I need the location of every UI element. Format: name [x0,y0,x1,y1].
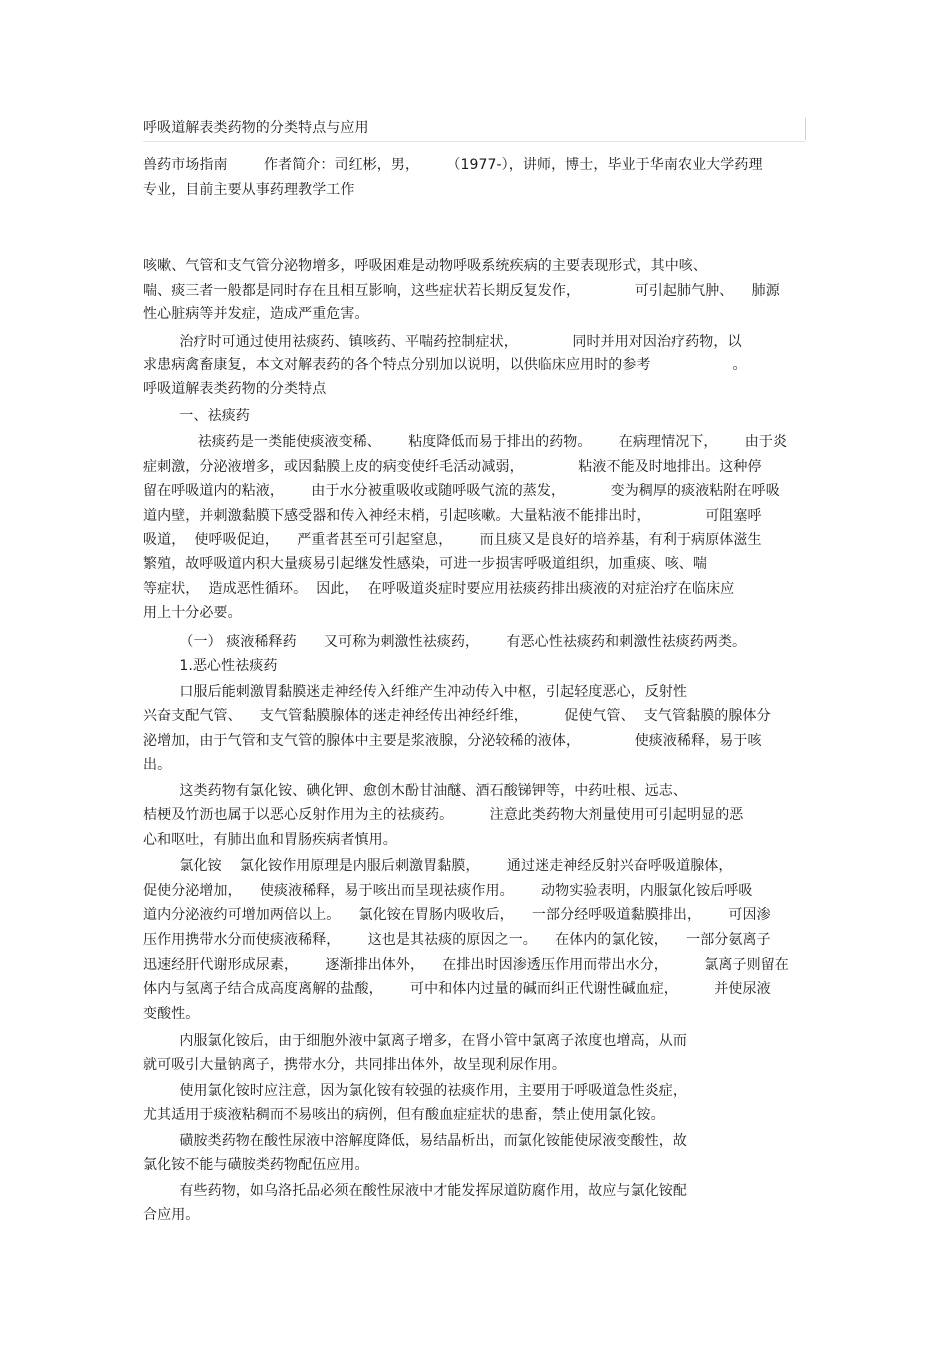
text-line: 口服后能刺激胃黏膜迷走神经传入纤维产生冲动传入中枢，引起轻度恶心，反射性 [143,684,687,700]
text-line: 性心脏病等并发症，造成严重危害。 [143,306,369,322]
text-line: 道内分泌液约可增加两倍以上。 氯化铵在胃肠内吸收后， 一部分经呼吸道黏膜排出， 可因渗 [143,907,771,923]
text-line: 咳嗽、气管和支气管分泌物增多，呼吸困难是动物呼吸系统疾病的主要表现形式，其中咳、 [143,258,707,274]
text-line: 用上十分必要。 [143,605,242,621]
text-line: 迅速经肝代谢形成尿素， 逐渐排出体外， 在排出时因渗透压作用而带出水分， 氯离子则留在 [143,957,789,973]
text-line: 祛痰药是一类能使痰液变稀、 粘度降低而易于排出的药物。 在病理情况下， 由于炎 [143,434,788,450]
text-line: 有些药物，如乌洛托品必须在酸性尿液中才能发挥尿道防腐作用，故应与氯化铵配 [143,1183,687,1199]
subsection-heading: 一、祛痰药 [143,408,250,424]
text-line: 治疗时可通过使用祛痰药、镇咳药、平喘药控制症状， 同时并用对因治疗药物，以 [143,334,742,350]
text-line: 尤其适用于痰液粘稠而不易咳出的病例，但有酸血症症状的患畜，禁止使用氯化铵。 [143,1107,665,1123]
title-right-rule [805,118,806,140]
text-line: 出。 [143,757,172,773]
text-line: 磺胺类药物在酸性尿液中溶解度降低，易结晶析出，而氯化铵能使尿液变酸性，故 [143,1133,687,1149]
text-line: 促使分泌增加， 使痰液稀释，易于咳出而呈现祛痰作用。 动物实验表明，内服氯化铵后呼吸 [143,883,753,899]
text-line: 泌增加，由于气管和支气管的腺体中主要是浆液腺，分泌较稀的液体， 使痰液稀释，易于咳 [143,733,762,749]
section-heading: 呼吸道解表类药物的分类特点 [143,381,327,397]
text-line: 繁殖，故呼吸道内积大量痰易引起继发性感染，可进一步损害呼吸道组织，加重痰、咳、喘 [143,556,707,572]
text-line: 变酸性。 [143,1006,200,1022]
text-line: 求患病禽畜康复，本文对解表药的各个特点分别加以说明，以供临床应用时的参考 。 [143,357,747,373]
text-line: 体内与氢离子结合成高度离解的盐酸， 可中和体内过量的碱而纠正代谢性碱血症， 并使尿液 [143,981,771,997]
text-line: 压作用携带水分而使痰液稀释， 这也是其祛痰的原因之一。 在体内的氯化铵， 一部分氨离子 [143,932,771,948]
text-line: 喘、痰三者一般都是同时存在且相互影响，这些症状若长期反复发作， 可引起肺气肿、 肺源 [143,283,780,299]
text-line: 兴奋支配气管、 支气管黏膜腺体的迷走神经传出神经纤维， 促使气管、 支气管黏膜的腺体分 [143,708,771,724]
text-line: 内服氯化铵后，由于细胞外液中氯离子增多，在肾小管中氯离子浓度也增高，从而 [143,1033,687,1049]
text-line: 吸道， 使呼吸促迫， 严重者甚至可引起窒息， 而且痰又是良好的培养基，有利于病原体滋生 [143,532,762,548]
subsection-heading: （一） 痰液稀释药 又可称为刺激性祛痰药， 有恶心性祛痰药和刺激性祛痰药两类。 [143,634,747,650]
text-line: 这类药物有氯化铵、碘化钾、愈创木酚甘油醚、酒石酸锑钾等，中药吐根、远志、 [143,783,687,799]
text-line: 心和呕吐，有肺出血和胃肠疾病者慎用。 [143,832,397,848]
text-line: 等症状， 造成恶性循环。 因此， 在呼吸道炎症时要应用祛痰药排出痰液的对症治疗在临床应 [143,581,735,597]
text-line: 就可吸引大量钠离子，携带水分，共同排出体外，故呈现利尿作用。 [143,1057,566,1073]
text-line: 氯化铵 氯化铵作用原理是内服后刺激胃黏膜， 通过迷走神经反射兴奋呼吸道腺体， [143,858,733,874]
text-line: 桔梗及竹沥也属于以恶心反射作用为主的祛痰药。 注意此类药物大剂量使用可引起明显的恶 [143,807,744,823]
text-line: 道内壁，并刺激黏膜下感受器和传入神经末梢，引起咳嗽。大量粘液不能排出时， 可阻塞呼 [143,508,762,524]
text-line: 氯化铵不能与磺胺类药物配伍应用。 [143,1157,369,1173]
text-line: 症刺激，分泌液增多，或因黏膜上皮的病变使纤毛活动减弱， 粘液不能及时地排出。这种停 [143,459,762,475]
document-title: 呼吸道解表类药物的分类特点与应用 [143,120,369,136]
text-line: 兽药市场指南 作者简介：司红彬，男， （1977-），讲师，博士，毕业于华南农业大学药理 [143,157,763,173]
text-line: 留在呼吸道内的粘液， 由于水分被重吸收或随呼吸气流的蒸发， 变为稠厚的痰液粘附在呼吸 [143,483,780,499]
title-underline [143,141,805,142]
subsection-heading: 1.恶心性祛痰药 [143,658,278,674]
text-line: 合应用。 [143,1207,200,1223]
text-line: 专业，目前主要从事药理教学工作 [143,182,355,198]
text-line: 使用氯化铵时应注意，因为氯化铵有较强的祛痰作用，主要用于呼吸道急性炎症， [143,1083,687,1099]
